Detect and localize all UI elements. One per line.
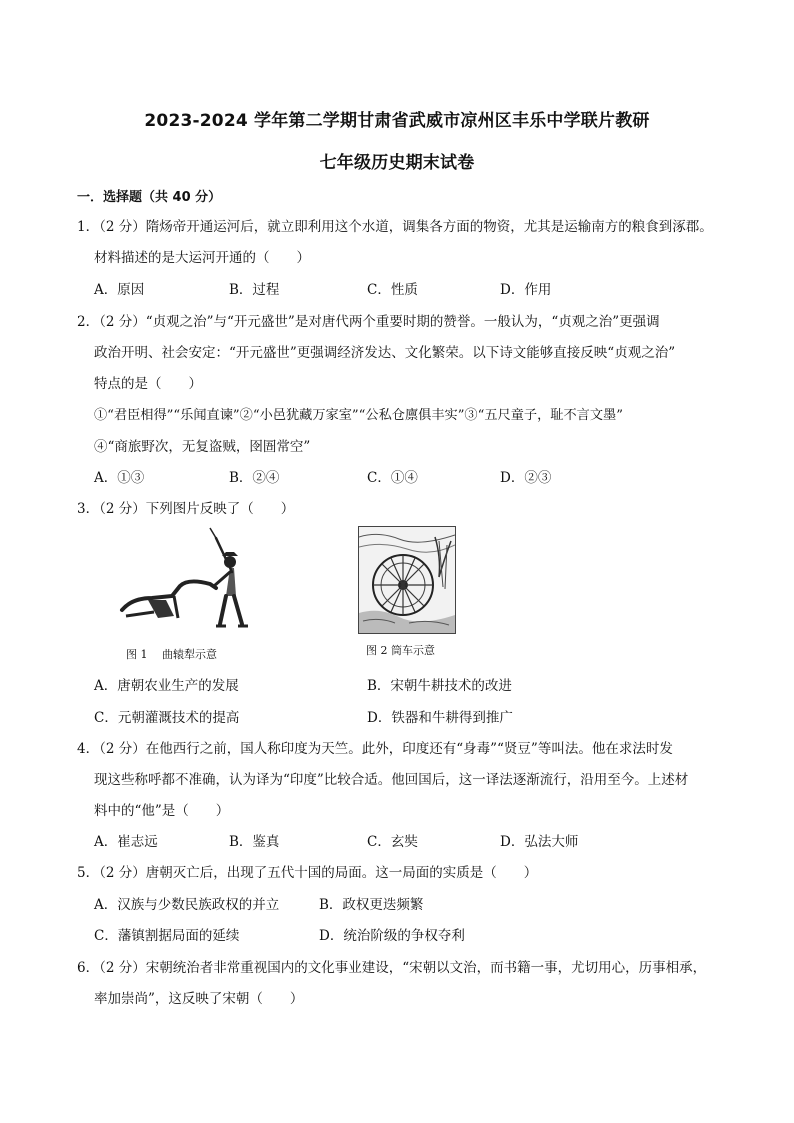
- question-2-statement-line: ①“君臣相得”“乐闻直谏”②“小邑犹藏万家室”“公私仓廪俱丰实”③“五尺童子，耻不言文墨”: [94, 408, 623, 423]
- figure-2-caption: 图 2 筒车示意: [366, 644, 435, 657]
- question-6-line-2: 率加崇尚”，这反映了宋朝（ ）: [94, 991, 304, 1007]
- question-4-option-a[interactable]: A．崔志远: [94, 834, 158, 850]
- section-heading: 一．选择题（共 40 分）: [77, 190, 222, 205]
- curved-plow-illustration: [118, 526, 268, 636]
- question-2-line-2: 政治开明、社会安定：“开元盛世”更强调经济发达、文化繁荣。以下诗文能够直接反映“贞观之治”: [94, 345, 676, 361]
- question-1-option-d[interactable]: D．作用: [500, 282, 552, 298]
- question-6-line-1: 6．（2 分）宋朝统治者非常重视国内的文化事业建设，“宋朝以文治，而书籍一事，尤切用心，历事相承，: [77, 960, 707, 976]
- question-1-line-2: 材料描述的是大运河开通的（ ）: [94, 250, 310, 266]
- question-5-option-a[interactable]: A．汉族与少数民族政权的并立: [94, 897, 280, 913]
- question-1-option-c[interactable]: C．性质: [367, 282, 418, 298]
- question-5-option-c[interactable]: C．藩镇割据局面的延续: [94, 928, 240, 944]
- question-4-option-c[interactable]: C．玄奘: [367, 834, 418, 850]
- question-1-line-1: 1．（2 分）隋炀帝开通运河后，就立即利用这个水道，调集各方面的物资，尤其是运输南方的粮食到涿郡。: [77, 219, 713, 235]
- question-4-line-3: 料中的“他”是（ ）: [94, 803, 230, 819]
- question-2-option-c[interactable]: C．①④: [367, 470, 418, 486]
- question-4-option-b[interactable]: B．鉴真: [229, 834, 280, 850]
- question-5-line-1: 5．（2 分）唐朝灭亡后，出现了五代十国的局面。这一局面的实质是（ ）: [77, 865, 538, 881]
- water-wheel-illustration: [358, 526, 456, 634]
- exam-title-line2: 七年级历史期末试卷: [319, 153, 475, 173]
- question-2-line-3: 特点的是（ ）: [94, 376, 202, 392]
- question-2-option-a[interactable]: A．①③: [94, 470, 145, 486]
- question-2-statement-line-2: ④“商旅野次，无复盗贼，囹圄常空”: [94, 439, 311, 455]
- question-2-option-d[interactable]: D．②③: [500, 470, 552, 486]
- question-2-option-b[interactable]: B．②④: [229, 470, 280, 486]
- question-3-option-d[interactable]: D．铁器和牛耕得到推广: [367, 710, 513, 726]
- question-4-line-1: 4．（2 分）在他西行之前，国人称印度为天竺。此外，印度还有“身毒”“贤豆”等叫法。他在求法时发: [77, 741, 673, 757]
- question-5-option-b[interactable]: B．政权更迭频繁: [319, 897, 424, 913]
- question-1-option-b[interactable]: B．过程: [229, 282, 280, 298]
- exam-title-line1: 2023-2024 学年第二学期甘肃省武威市凉州区丰乐中学联片教研: [144, 111, 650, 131]
- question-5-option-d[interactable]: D．统治阶级的争权夺利: [319, 928, 465, 944]
- question-4-option-d[interactable]: D．弘法大师: [500, 834, 579, 850]
- question-4-line-2: 现这些称呼都不准确，认为译为“印度”比较合适。他回国后，这一译法逐渐流行，沿用至今。上述材: [94, 772, 689, 788]
- question-3-option-a[interactable]: A．唐朝农业生产的发展: [94, 678, 239, 694]
- question-3-line-1: 3．（2 分）下列图片反映了（ ）: [77, 501, 295, 517]
- question-1-option-a[interactable]: A．原因: [94, 282, 145, 298]
- question-2-line-1: 2．（2 分）“贞观之治”与“开元盛世”是对唐代两个重要时期的赞誉。一般认为，“贞观之治”更强调: [77, 314, 660, 330]
- question-3-option-c[interactable]: C．元朝灌溉技术的提高: [94, 710, 240, 726]
- question-3-option-b[interactable]: B．宋朝牛耕技术的改进: [367, 678, 512, 694]
- figure-1-caption: 图 1 曲辕犁示意: [126, 648, 217, 661]
